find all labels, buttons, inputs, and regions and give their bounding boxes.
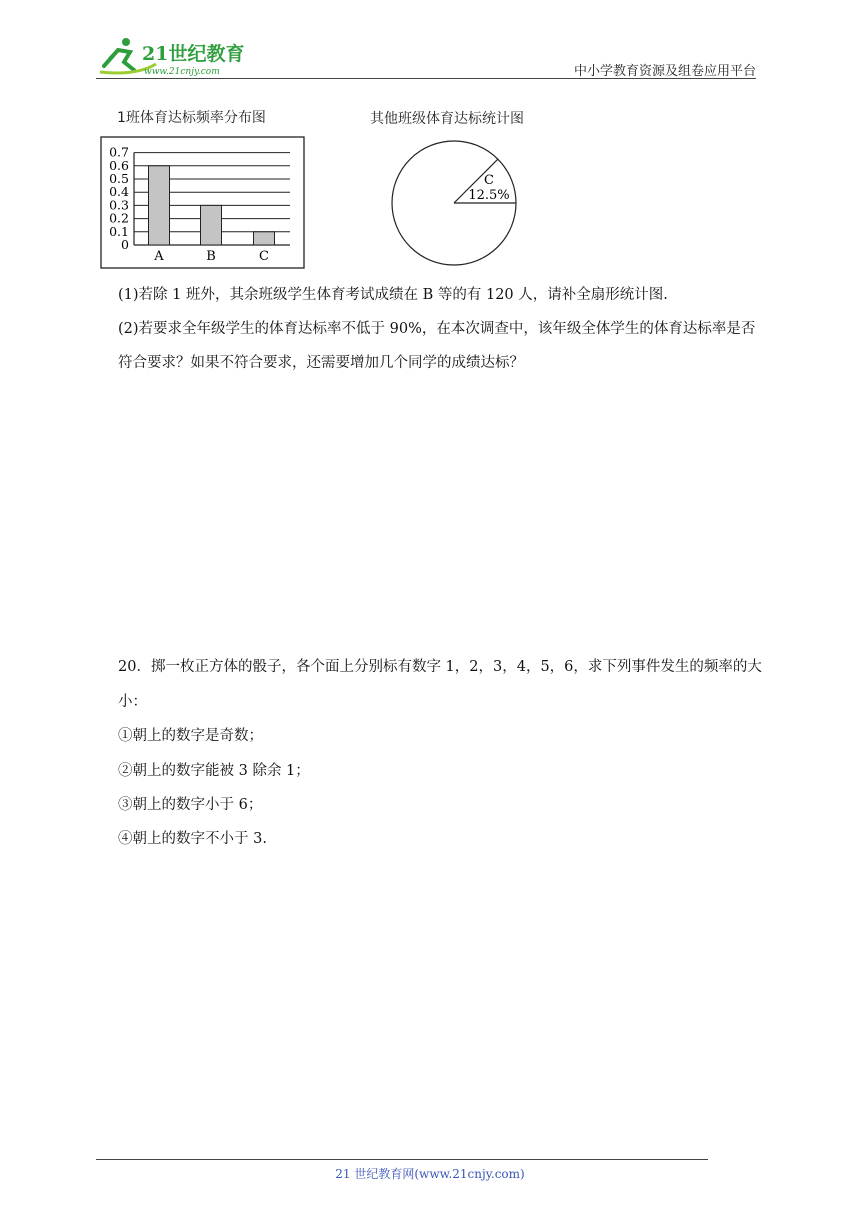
question-20-item-4: ④朝上的数字不小于 3. bbox=[118, 831, 267, 847]
question-20-item-3: ③朝上的数字小于 6； bbox=[118, 797, 263, 813]
x-category-label: C bbox=[259, 249, 269, 264]
question-part-2-line2: 符合要求？如果不符合要求，还需要增加几个同学的成绩达标？ bbox=[118, 355, 524, 371]
question-20-item-1: ①朝上的数字是奇数； bbox=[118, 728, 263, 744]
y-tick-label: 0.2 bbox=[109, 210, 129, 226]
pie-chart-title: 其他班级体育达标统计图 bbox=[370, 111, 524, 127]
y-tick-label: 0 bbox=[121, 237, 129, 252]
pie-slice-label: C bbox=[484, 173, 494, 188]
y-tick-label: 0.5 bbox=[109, 171, 129, 186]
bar-chart bbox=[100, 136, 306, 270]
y-tick-label: 0.1 bbox=[109, 223, 129, 239]
question-20-line2: 小： bbox=[118, 694, 147, 710]
bar-chart-title: 1班体育达标频率分布图 bbox=[117, 110, 266, 126]
pie-chart bbox=[388, 138, 522, 268]
header-platform-text: 中小学教育资源及组卷应用平台 bbox=[573, 64, 756, 79]
question-20-item-2: ②朝上的数字能被 3 除余 1； bbox=[118, 763, 310, 779]
y-tick-label: 0.3 bbox=[109, 197, 129, 213]
pie-slice-value: 12.5% bbox=[468, 188, 510, 203]
y-tick-label: 0.7 bbox=[109, 144, 129, 160]
logo-text: 21世纪教育 bbox=[142, 43, 245, 65]
question-part-1: (1)若除 1 班外，其余班级学生体育考试成绩在 B 等的有 120 人，请补全扇形统计图. bbox=[118, 287, 668, 303]
y-tick-label: 0.4 bbox=[109, 184, 129, 200]
x-category-label: B bbox=[206, 249, 216, 264]
bar bbox=[254, 232, 275, 245]
question-20-line1: 20．掷一枚正方体的骰子，各个面上分别标有数字 1，2，3，4，5，6，求下列事件发生的频率的大 bbox=[118, 659, 762, 675]
y-tick-label: 0.6 bbox=[109, 157, 129, 173]
x-category-label: A bbox=[154, 249, 164, 264]
question-part-2-line1: (2)若要求全年级学生的体育达标率不低于 90%，在本次调查中，该年级全体学生的体育达标率是否 bbox=[118, 321, 756, 337]
bar-chart-frame bbox=[101, 137, 304, 268]
bar bbox=[201, 205, 222, 245]
site-logo bbox=[96, 36, 266, 78]
header-divider bbox=[96, 78, 756, 79]
bar bbox=[149, 166, 170, 245]
footer-divider bbox=[96, 1159, 708, 1160]
footer-text: 21 世纪教育网(www.21cnjy.com) bbox=[335, 1167, 525, 1181]
logo-url: www.21cnjy.com bbox=[144, 67, 220, 77]
